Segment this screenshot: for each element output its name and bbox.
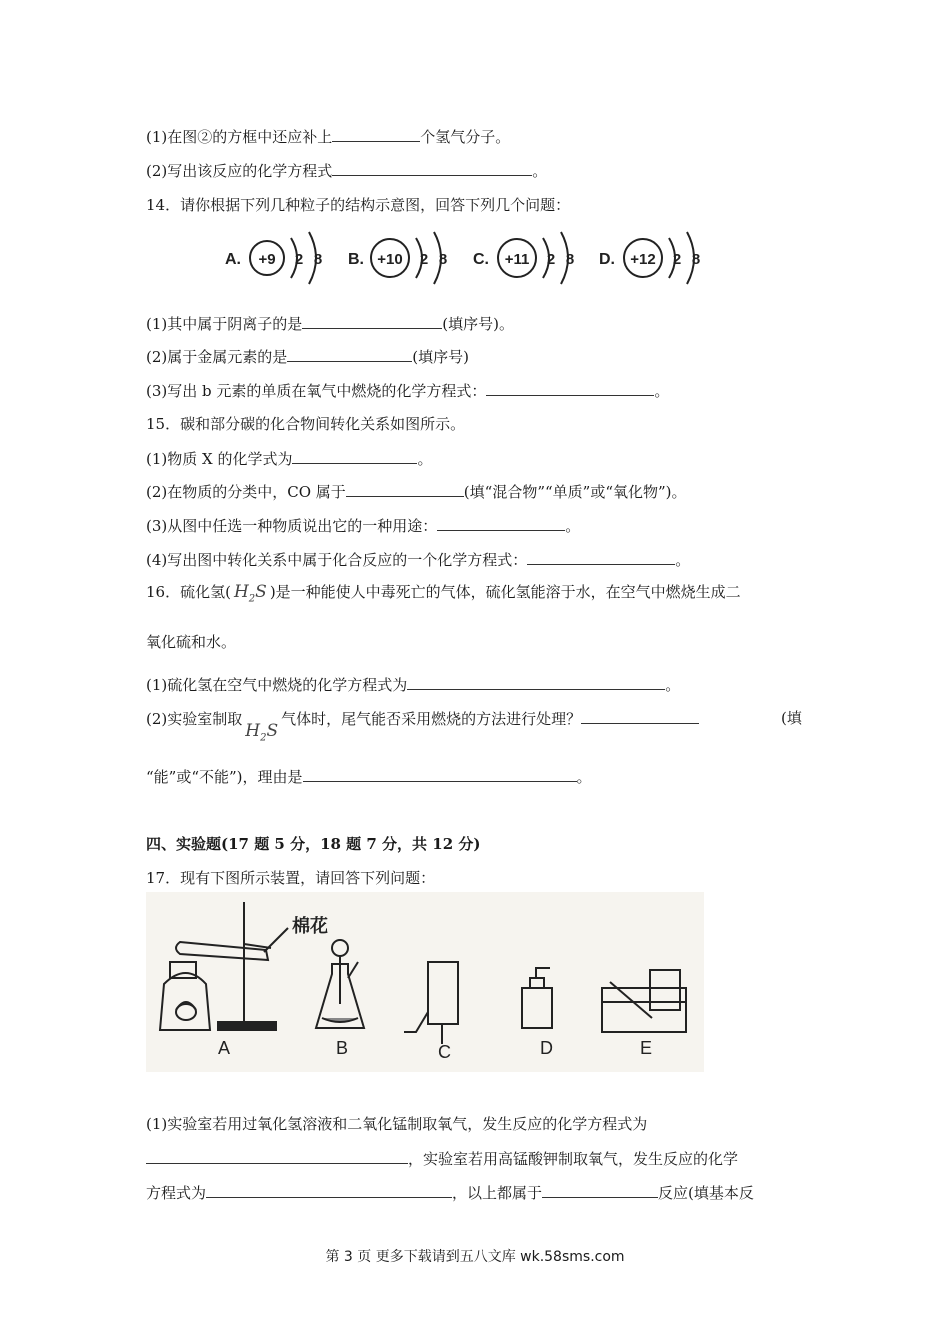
answer-blank[interactable] <box>302 313 442 329</box>
q14-part2: (2)属于金属元素的是 (填序号) <box>146 348 469 366</box>
apparatus-label: A <box>218 1038 231 1058</box>
answer-blank[interactable] <box>206 1182 452 1198</box>
q16-part2-continued: “能”或“不能”)，理由是 。 <box>146 768 592 786</box>
answer-blank[interactable] <box>332 160 532 176</box>
atom-c <box>473 232 574 284</box>
answer-blank[interactable] <box>146 1148 408 1164</box>
shell-electrons: 8 <box>438 251 448 268</box>
q15-part1: (1)物质 X 的化学式为 。 <box>146 450 433 468</box>
q16-stem: 16．硫化氢( $H_2S$ )是一种能使人中毒死亡的气体，硫化氢能溶于水，在空气中燃烧生成二 <box>146 582 741 605</box>
answer-blank[interactable] <box>332 126 420 142</box>
nucleus-charge: +10 <box>377 251 403 268</box>
atom-letter: D. <box>599 251 615 268</box>
q13-part1: (1)在图②的方框中还应补上 个氢气分子。 <box>146 128 511 146</box>
answer-blank[interactable] <box>346 481 464 497</box>
atom-letter: A. <box>225 251 241 268</box>
nucleus-charge: +12 <box>630 251 656 268</box>
shell-electrons: 2 <box>419 251 429 268</box>
cotton-label: 棉花 <box>292 916 328 936</box>
apparatus-label: B <box>336 1038 349 1058</box>
q16-part2: (2)实验室制取$H_2S$气体时，尾气能否采用燃烧的方法进行处理？ <box>146 708 699 736</box>
q14-part1: (1)其中属于阴离子的是 (填序号)。 <box>146 315 514 333</box>
nucleus-charge: +9 <box>258 251 276 268</box>
h2s-formula: $H_2S$ <box>245 721 279 744</box>
q15-part3: (3)从图中任选一种物质说出它的一种用途： 。 <box>146 517 581 535</box>
shell-electrons: 2 <box>546 251 556 268</box>
shell-electrons: 2 <box>294 251 304 268</box>
answer-blank[interactable] <box>486 380 654 396</box>
q15-part2: (2)在物质的分类中，CO 属于 (填“混合物”“单质”或“氧化物”)。 <box>146 483 687 501</box>
q16-part1: (1)硫化氢在空气中燃烧的化学方程式为 。 <box>146 676 681 694</box>
page-footer: 第 3 页 更多下载请到五八文库 wk.58sms.com <box>325 1249 625 1265</box>
answer-blank[interactable] <box>437 515 565 531</box>
answer-blank[interactable] <box>542 1182 658 1198</box>
q17-part1-line3: 方程式为 ，以上都属于 反应(填基本反 <box>146 1184 754 1202</box>
answer-blank[interactable] <box>292 448 417 464</box>
q14-stem: 14．请你根据下列几种粒子的结构示意图，回答下列几个问题： <box>146 196 571 214</box>
atom-letter: C. <box>473 251 489 268</box>
answer-blank[interactable] <box>303 766 577 782</box>
q16-part2-fill-hint: (填 <box>781 709 802 727</box>
q17-part1: (1)实验室若用过氧化氢溶液和二氧化锰制取氧气，发生反应的化学方程式为 <box>146 1115 648 1133</box>
atom-structure-diagrams <box>215 224 710 290</box>
shell-electrons: 8 <box>565 251 575 268</box>
q17-part1-line2: ，实验室若用高锰酸钾制取氧气，发生反应的化学 <box>146 1148 738 1169</box>
shell-electrons: 2 <box>672 251 682 268</box>
q14-part3: (3)写出 b 元素的单质在氧气中燃烧的化学方程式： 。 <box>146 382 670 400</box>
section-heading: 四、实验题(17 题 5 分，18 题 7 分，共 12 分) <box>146 835 481 853</box>
answer-blank[interactable] <box>581 708 699 724</box>
atom-letter: B. <box>348 251 364 268</box>
atom-a <box>225 232 322 284</box>
h2s-formula: $H_2S$ <box>233 582 267 605</box>
q15-part4: (4)写出图中转化关系中属于化合反应的一个化学方程式： 。 <box>146 551 691 569</box>
answer-blank[interactable] <box>287 346 412 362</box>
answer-blank[interactable] <box>407 674 665 690</box>
lab-apparatus-figure <box>146 892 704 1072</box>
atom-b <box>348 232 447 284</box>
nucleus-charge: +11 <box>504 251 530 268</box>
q13-part2: (2)写出该反应的化学方程式 。 <box>146 162 548 180</box>
apparatus-label: E <box>640 1038 653 1058</box>
atom-d <box>599 232 700 284</box>
shell-electrons: 8 <box>313 251 323 268</box>
apparatus-label: D <box>540 1038 553 1058</box>
q17-stem: 17．现有下图所示装置，请回答下列问题： <box>146 869 436 887</box>
answer-blank[interactable] <box>527 549 675 565</box>
shell-electrons: 8 <box>691 251 701 268</box>
apparatus-label: C <box>438 1042 451 1062</box>
q16-stem-continued: 氧化硫和水。 <box>146 633 237 651</box>
q15-stem: 15．碳和部分碳的化合物间转化关系如图所示。 <box>146 415 466 433</box>
